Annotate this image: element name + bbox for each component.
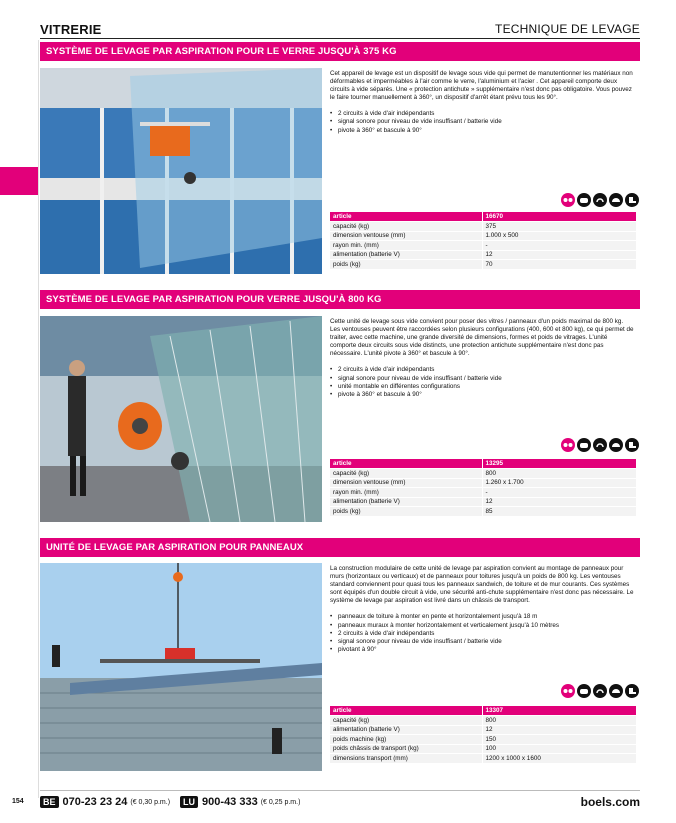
safety-boots-icon xyxy=(625,193,639,207)
spec-label: poids (kg) xyxy=(330,507,482,517)
spec-value: 12 xyxy=(482,250,636,260)
table-row xyxy=(330,488,636,498)
gloves-icon xyxy=(577,438,591,452)
feature-item: • 2 circuits à vide d'air indépendants xyxy=(330,366,635,374)
section-2-features xyxy=(330,366,635,398)
country-badge-be: BE xyxy=(40,796,59,808)
spec-value: 800 xyxy=(482,469,636,479)
spec-label: poids (kg) xyxy=(330,260,482,270)
section-3-spec-table xyxy=(330,706,636,764)
feature-item: • 2 circuits à vide d'air indépendants xyxy=(330,110,635,118)
section-1-features xyxy=(330,110,635,134)
safety-glasses-icon xyxy=(561,193,575,207)
category-title: VITRERIE xyxy=(40,22,102,37)
section-3-features xyxy=(330,613,635,653)
page-side-tab xyxy=(0,167,38,195)
helmet-icon xyxy=(609,193,623,207)
table-row xyxy=(330,231,636,241)
spec-value: 100 xyxy=(482,744,636,754)
feature-item: • 2 circuits à vide d'air indépendants xyxy=(330,630,635,638)
phone-lu[interactable]: 900-43 333 xyxy=(202,796,258,808)
section-1-title: SYSTÈME DE LEVAGE PAR ASPIRATION POUR LE VERRE JUSQU'À 375 KG xyxy=(40,42,640,61)
spec-value: - xyxy=(482,488,636,498)
table-row xyxy=(330,469,636,479)
section-1-intro: Cet appareil de levage est un dispositif de levage sous vide qui permet de manutentionner les matériaux non déformables et imperméables à l'air comme le verre, l'aluminium et l'acier . Cet appareil comporte deux circuits à vide séparés. Une « protection antichute » supplémentaire n'est donc pas obligatoire. Vous pouvez le faire tourner manuellement à 360°, un dispositif d'arrêt étant prévu tous les 90°. xyxy=(330,70,633,102)
article-number: 13307 xyxy=(482,706,636,716)
table-row xyxy=(330,497,636,507)
feature-item: • panneaux de toiture à monter en pente et horizontalement jusqu'à 18 m xyxy=(330,613,635,621)
section-title: TECHNIQUE DE LEVAGE xyxy=(495,22,640,36)
table-row xyxy=(330,507,636,517)
table-row xyxy=(330,725,636,735)
helmet-icon xyxy=(609,684,623,698)
spec-label: capacité (kg) xyxy=(330,469,482,479)
ear-protection-icon xyxy=(593,438,607,452)
contact-footer xyxy=(40,795,310,809)
rate-be: (€ 0,30 p.m.) xyxy=(130,798,171,806)
spec-header-row xyxy=(330,459,636,469)
safety-boots-icon xyxy=(625,684,639,698)
feature-item: • signal sonore pour niveau de vide insuffisant / batterie vide xyxy=(330,638,635,646)
spec-value: 1200 x 1000 x 1600 xyxy=(482,754,636,764)
rate-lu: (€ 0,25 p.m.) xyxy=(260,798,301,806)
spec-label: poids machine (kg) xyxy=(330,735,482,745)
footer-divider xyxy=(40,790,640,791)
section-1-safety-icons xyxy=(561,193,639,207)
feature-item: • unité montable en différentes configurations xyxy=(330,383,635,391)
spec-label: dimension ventouse (mm) xyxy=(330,478,482,488)
left-margin-line xyxy=(38,40,39,798)
feature-item: • signal sonore pour niveau de vide insuffisant / batterie vide xyxy=(330,375,635,383)
section-3-title: UNITÉ DE LEVAGE PAR ASPIRATION POUR PANNEAUX xyxy=(40,538,640,557)
country-badge-lu: LU xyxy=(180,796,198,808)
feature-item: • panneaux muraux à monter horizontalement et verticalement jusqu'à 10 mètres xyxy=(330,622,635,630)
section-1-description xyxy=(330,70,635,135)
table-row xyxy=(330,754,636,764)
safety-boots-icon xyxy=(625,438,639,452)
spec-label: alimentation (batterie V) xyxy=(330,497,482,507)
spec-value: 70 xyxy=(482,260,636,270)
spec-value: 12 xyxy=(482,497,636,507)
spec-value: 800 xyxy=(482,716,636,726)
section-3-safety-icons xyxy=(561,684,639,698)
feature-item: • pivotant à 90° xyxy=(330,646,635,654)
phone-be[interactable]: 070-23 23 24 xyxy=(62,796,128,808)
section-2-spec-table xyxy=(330,459,636,517)
article-number: 16670 xyxy=(482,212,636,222)
spec-header-row xyxy=(330,212,636,222)
website-link[interactable]: boels.com xyxy=(580,795,640,809)
header-divider xyxy=(40,38,640,39)
section-3-description xyxy=(330,565,635,654)
spec-label: poids châssis de transport (kg) xyxy=(330,744,482,754)
section-2-safety-icons xyxy=(561,438,639,452)
table-row xyxy=(330,241,636,251)
spec-value: 1.260 x 1.700 xyxy=(482,478,636,488)
section-3-photo xyxy=(40,563,322,771)
table-row xyxy=(330,250,636,260)
safety-glasses-icon xyxy=(561,438,575,452)
section-2-title: SYSTÈME DE LEVAGE PAR ASPIRATION POUR VERRE JUSQU'À 800 KG xyxy=(40,290,640,309)
article-number: 13295 xyxy=(482,459,636,469)
spec-label: alimentation (batterie V) xyxy=(330,250,482,260)
spec-label: alimentation (batterie V) xyxy=(330,725,482,735)
feature-item: • pivote à 360° et bascule à 90° xyxy=(330,127,635,135)
page-header xyxy=(40,22,640,42)
section-2-intro: Cette unité de levage sous vide convient pour poser des vitres / panneaux d'un poids maximal de 800 kg. Les ventouses peuvent être raccordées selon plusieurs configurations (400, 600 et 800 kg), ce qui permet de traiter, avec cette machine, une grande diversité de dimensions, formes et poids de vitrages. L'unité comporte deux circuits sous vide distincts, une protection antichute supplémentaire n'est donc pas nécessaire. L'unité pivote à 360° et bascule à 90°. xyxy=(330,318,634,358)
spec-label: rayon min. (mm) xyxy=(330,488,482,498)
spec-label: rayon min. (mm) xyxy=(330,241,482,251)
table-row xyxy=(330,478,636,488)
spec-value: 150 xyxy=(482,735,636,745)
page-number: 154 xyxy=(12,798,24,805)
section-2-description xyxy=(330,318,635,399)
safety-glasses-icon xyxy=(561,684,575,698)
table-row xyxy=(330,222,636,232)
spec-value: 375 xyxy=(482,222,636,232)
section-2-photo xyxy=(40,316,322,522)
ear-protection-icon xyxy=(593,193,607,207)
spec-label: article xyxy=(330,459,482,469)
ear-protection-icon xyxy=(593,684,607,698)
feature-item: • pivote à 360° et bascule à 90° xyxy=(330,391,635,399)
table-row xyxy=(330,744,636,754)
table-row xyxy=(330,260,636,270)
spec-value: 85 xyxy=(482,507,636,517)
table-row xyxy=(330,735,636,745)
section-1-photo xyxy=(40,68,322,274)
spec-label: dimension ventouse (mm) xyxy=(330,231,482,241)
helmet-icon xyxy=(609,438,623,452)
feature-item: • signal sonore pour niveau de vide insuffisant / batterie vide xyxy=(330,118,635,126)
spec-header-row xyxy=(330,706,636,716)
spec-label: dimensions transport (mm) xyxy=(330,754,482,764)
section-1-spec-table xyxy=(330,212,636,270)
section-3-intro: La construction modulaire de cette unité de levage par aspiration convient au montage de panneaux pour murs (horizontaux ou verticaux) et de panneaux pour toitures jusqu'à un poids de 800 kg. Les ventouses standard conviennent pour quasi tous les panneaux sandwich, de toiture et de mur courants. Ces systèmes sont équipés d'un double circuit à vide, une sécurité anti-chute supplémentaire n'est donc pas nécessaire. Le système de levage par aspiration est livré dans un châssis de transport. xyxy=(330,565,634,605)
table-row xyxy=(330,716,636,726)
spec-value: - xyxy=(482,241,636,251)
spec-label: capacité (kg) xyxy=(330,222,482,232)
gloves-icon xyxy=(577,193,591,207)
spec-value: 1.000 x 500 xyxy=(482,231,636,241)
spec-label: article xyxy=(330,706,482,716)
gloves-icon xyxy=(577,684,591,698)
spec-label: article xyxy=(330,212,482,222)
spec-value: 12 xyxy=(482,725,636,735)
spec-label: capacité (kg) xyxy=(330,716,482,726)
